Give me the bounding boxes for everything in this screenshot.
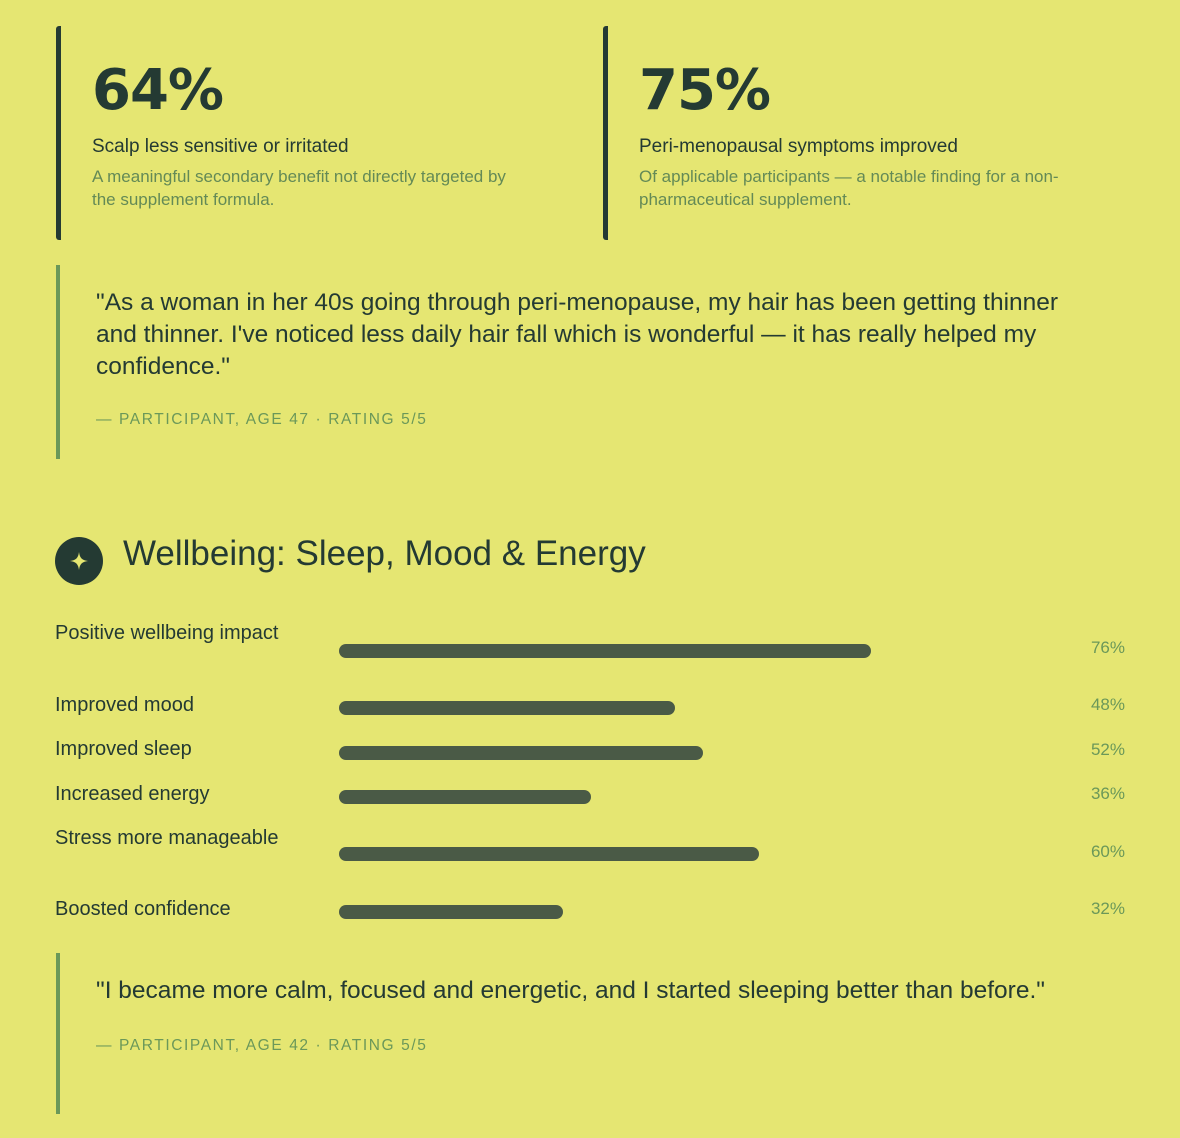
section-title: Wellbeing: Sleep, Mood & Energy [123, 534, 646, 573]
stat-card-scalp [56, 26, 596, 240]
stat-title: Peri-menopausal symptoms improved [639, 136, 958, 157]
bar-row [55, 620, 1130, 674]
testimonial-quote [56, 953, 1116, 1114]
bar-value: 36% [1090, 784, 1125, 803]
bar-track [339, 847, 1039, 861]
stat-card-menopause [603, 26, 1126, 240]
bar-row [55, 736, 1130, 766]
bar-row [55, 781, 1130, 811]
bar-label: Increased energy [55, 783, 210, 805]
stat-value: 64% [92, 58, 224, 123]
bar-label: Improved mood [55, 694, 194, 716]
stat-description: A meaningful secondary benefit not directly targeted by the supplement formula. [92, 167, 506, 209]
quote-text: "I became more calm, focused and energetic, and I started sleeping better than before." [96, 977, 1045, 1004]
sparkle-icon [55, 537, 103, 585]
bar-fill [339, 790, 591, 804]
bar-fill [339, 701, 675, 715]
bar-value: 60% [1090, 842, 1125, 861]
bar-track [339, 701, 1039, 715]
bar-track [339, 746, 1039, 760]
wellbeing-bar-chart [55, 620, 1130, 930]
bar-track [339, 790, 1039, 804]
bar-value: 32% [1090, 899, 1125, 918]
bar-fill [339, 644, 871, 658]
bar-label: Improved sleep [55, 738, 192, 760]
quote-text: "As a woman in her 40s going through peri-menopause, my hair has been getting thinner and thinner. I've noticed less daily hair fall which is wonderful — it has really helped my confidence." [96, 289, 1059, 380]
bar-fill [339, 746, 703, 760]
bar-value: 48% [1090, 695, 1125, 714]
quote-attribution: — PARTICIPANT, AGE 42 · RATING 5/5 [96, 1037, 428, 1054]
stats-row [56, 26, 1126, 240]
bar-label: Positive wellbeing impact [55, 622, 279, 644]
stat-description: Of applicable participants — a notable finding for a non-pharmaceutical supplement. [639, 167, 1059, 209]
bar-row [55, 825, 1130, 879]
bar-track [339, 644, 1039, 658]
stat-title: Scalp less sensitive or irritated [92, 136, 349, 157]
testimonial-quote [56, 265, 1116, 459]
bar-fill [339, 905, 563, 919]
quote-attribution: — PARTICIPANT, AGE 47 · RATING 5/5 [96, 411, 428, 428]
bar-value: 52% [1090, 740, 1125, 759]
bar-row [55, 692, 1130, 722]
bar-label: Boosted confidence [55, 898, 231, 920]
bar-row [55, 896, 1130, 926]
bar-fill [339, 847, 759, 861]
stat-value: 75% [639, 58, 771, 123]
bar-label: Stress more manageable [55, 827, 279, 849]
bar-track [339, 905, 1039, 919]
bar-value: 76% [1090, 638, 1125, 657]
